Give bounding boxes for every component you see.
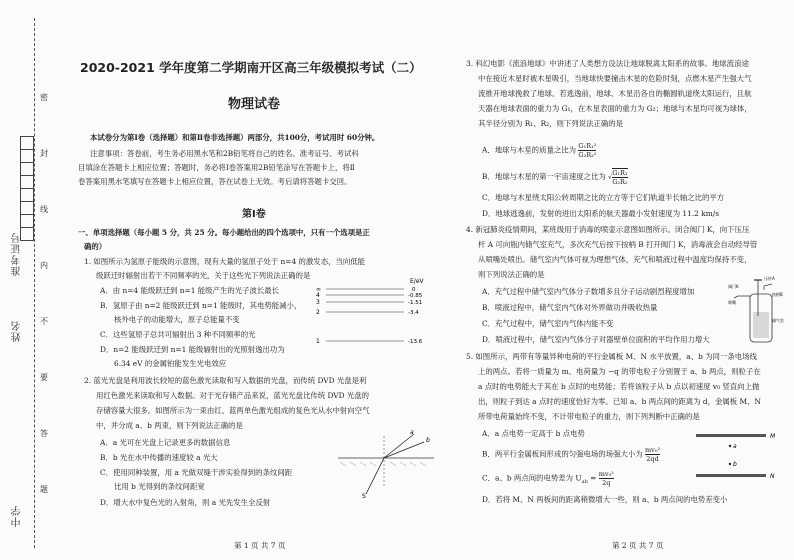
q5-stem-5: 所带电荷量始终不变，不计带电粒子的重力，则下列判断中正确的是 [478, 412, 700, 421]
q5-option-d: D．若将 M、N 两板间的距离稍微增大一些，则 a、b 两点间的电势差变小 [482, 495, 728, 504]
page-number-right: 第 2 页 共 7 页 [612, 541, 664, 550]
q1-option-c: C．这些氢原子总共可辐射出 3 种不同频率的光 [100, 330, 256, 339]
q2-option-b: B．b 光在水中传播的速度较 a 光大 [100, 453, 218, 462]
exam-intro: 本试卷分为第Ⅰ卷（选择题）和第Ⅱ卷非选择题）两部分，共100分，考试用时 60分钟。 [90, 133, 380, 142]
q5-stem-3: a 点时的电势能大于其在 b 点时的电势能；若将该粒子从 b 点以初速度 v₀ 竖直向上抛 [478, 382, 760, 391]
plate-m-label: M [770, 433, 776, 440]
q3-stem-3: 流推开地球挽救了地球。若逃逸前，地球、木星沿各自的椭圆轨道绕太阳运行，且航 [478, 89, 752, 98]
q3-stem-2: 中在接近木星时被木星吸引，当地球快要撞击木星的危险时刻，点燃木星产生强大气 [478, 74, 752, 83]
point-a-label: a [733, 443, 737, 450]
parallel-plates-figure [692, 428, 778, 484]
q4-option-d: D．喷液过程中，储气室内气体分子对器壁单位面积的平均作用力增大 [482, 335, 710, 344]
notes-line-3: 卷答案用黑水笔填写在答题卡上相应位置，答在试卷上无效。考后请将答题卡交回。 [78, 177, 352, 186]
svg-text:3: 3 [316, 299, 320, 306]
q3-option-c: C．地球与木星绕太阳公转周期之比的立方等于它们轨道半长轴之比的平方 [482, 193, 725, 202]
page-number-left: 第 1 页 共 7 页 [234, 541, 286, 550]
q4-option-a: A．充气过程中储气室内气体分子数增多且分子运动剧烈程度增加 [482, 287, 695, 296]
exam-id-boxes [20, 136, 34, 240]
energy-level-4 [316, 292, 423, 299]
q3-option-d: D．地球逃逸前，发射的进出太阳系的航天器最小发射速度为 11.2 km/s [482, 209, 720, 218]
exam-title: 2020-2021 学年度第二学期南开区高三年级模拟考试（二） [80, 60, 422, 75]
q2-stem-2: 用红色激光来读取和写入数据。对于光存储产品来说，蓝光光盘比传统 DVD 光盘的 [96, 391, 370, 400]
q1-stem-2: 级跃迁时辐射出若干不同频率的光，关于这些光下列说法正确的是 [96, 271, 311, 280]
q4-stem-1: 4. 新冠肺炎疫情期间，某班级用于消毒的喷壶示意图如图所示。闭合阀门 K，向下压压 [466, 225, 750, 234]
q2-stem-3: 存储容量大很多。如图所示为一束由红、蓝两单色激光组成的复色光从水中射向空气 [96, 406, 370, 415]
svg-text:-3.4: -3.4 [408, 310, 419, 316]
svg-text:∞: ∞ [316, 286, 321, 293]
svg-text:0: 0 [412, 287, 416, 293]
binding-strip [0, 0, 60, 560]
svg-text:1: 1 [316, 338, 320, 345]
ray-b-label: b [426, 437, 430, 444]
energy-level-inf [316, 286, 416, 293]
point-b-label: b [733, 461, 737, 468]
notes-line-1: 注意事项：答卷前，考生务必用黑水笔和2B铅笔将自己的姓名、准考证号、考试科 [90, 149, 359, 158]
q3-stem-5: 其半径分别为 R₁、R₂，则下列说法正确的是 [478, 119, 624, 128]
seal-dashed-line [34, 18, 35, 548]
notes-line-2: 目填涂在答题卡上相应位置；答题时，务必将Ⅰ卷答案用2B铅笔涂写在答题卡上，将Ⅱ [78, 163, 355, 172]
q3-option-a: A．地球与木星的质量之比为 $\frac{\text{G₁R₁²}}{\text{G₂R₂²}}$ [482, 142, 597, 159]
q2-option-c-1: C．使用同种装置，用 a 光做双缝干涉实验得到的条纹间距 [100, 468, 293, 477]
q1-option-b-1: B．氢原子由 n=2 能级跃迁到 n=1 能级时，其电势能减小， [100, 301, 302, 310]
source-label: S [362, 493, 366, 500]
subject-title: 物理试卷 [228, 97, 281, 112]
q3-b-sqrt: √ $\frac{\text{G₁R₁}}{\text{G₂R₂}}$ [608, 169, 628, 186]
q2-stem-1: 2. 蓝光光盘是利用波长较短的蓝色激光读取和写入数据的光盘，而传统 DVD 光盘是利 [84, 376, 367, 385]
q1-option-b-2: 核外电子的动能增大，原子总能量不变 [114, 315, 240, 324]
plate-n-label: N [770, 473, 775, 480]
q1-stem-1: 1. 如图所示为氢原子能级的示意图，现有大量的氢原子处于 n=4 的激发态，当向低能 [84, 257, 366, 266]
q1-option-d-1: D．n=2 能级跃迁到 n=1 能级辐射出的光照射逸出功为 [100, 345, 285, 354]
q5-c-fraction: $\frac{\text{mv₀²}}{2q}$ [598, 470, 614, 487]
q5-option-b: B．两平行金属板间形成的匀强电场的场强大小为 $\frac{\text{mv₀²}}{2qd}$ [482, 446, 661, 463]
q2-stem-4: 中，并分成 a、b 两束，则下列说法正确的是 [96, 421, 243, 430]
q5-stem-2: 上的两点。若将一质量为 m、电荷量为 −q 的带电粒子分别置于 a、b 两点，则粒子在 [478, 367, 761, 376]
svg-text:按柄B: 按柄B [772, 292, 783, 297]
q2-option-d: D．增大水中复色光的入射角，则 a 光先发生全反射 [100, 498, 271, 507]
q5-option-a: A．a 点电势一定高于 b 点电势 [482, 429, 585, 438]
energy-level-2 [316, 309, 419, 316]
svg-text:-13.6: -13.6 [408, 339, 423, 345]
q4-stem-2: 杆 A 可向瓶内储气室充气，多次充气后按下按柄 B 打开阀门 K，消毒液会自动经导管 [478, 240, 758, 249]
svg-text:喷嘴: 喷嘴 [728, 300, 736, 305]
energy-axis-label: E/eV [410, 278, 424, 285]
q4-option-c: C．充气过程中，储气室内气体内能不变 [482, 319, 614, 328]
school-label: 中学 [12, 505, 23, 527]
q1-option-d-2: 6.34 eV 的金属铂能发生光电效应 [114, 359, 227, 368]
q3-stem-4: 天器在地球表面的重力为 G₁，在木星表面的重力为 G₂；地球与木星均可视为球体， [478, 104, 752, 113]
q5-option-c: C．a、b 两点间的电势差为 $U_{ab}$ = $\frac{\text{mv₀²}}{2q}$ [482, 470, 614, 487]
section-heading-1: 一、单项选择题（每小题 5 分，共 25 分。每小题给出的四个选项中，只有一个选项是正 [78, 228, 370, 237]
q4-option-b: B．喷液过程中，储气室内气体对外界做功并吸收热量 [482, 303, 658, 312]
svg-text:-0.85: -0.85 [408, 293, 423, 299]
svg-text:-1.51: -1.51 [408, 300, 423, 306]
spray-bottle-figure [728, 276, 782, 346]
q3-a-fraction: $\frac{\text{G₁R₁²}}{\text{G₂R₂²}}$ [578, 142, 597, 159]
energy-level-3 [316, 299, 422, 306]
q2-option-c-2: 比用 b 光得到的条纹间距宽 [114, 482, 205, 491]
energy-level-1 [316, 338, 423, 345]
svg-text:4: 4 [316, 292, 320, 299]
q5-stem-4: 出，则粒子到达 a 点时的速度恰好为零。已知 a、b 两点间的距离为 d，金属板 M、N [478, 397, 761, 406]
section-title: 第Ⅰ卷 [242, 209, 266, 220]
q2-option-a: A．a 光可在光盘上记录更多的数据信息 [100, 438, 231, 447]
name-label: 姓名 [12, 320, 23, 342]
svg-text:阀门K: 阀门K [728, 284, 739, 289]
seal-notice: 密 封 线 内 不 要 答 题 [40, 93, 48, 494]
q5-b-fraction: $\frac{\text{mv₀²}}{2qd}$ [645, 446, 661, 463]
q3-stem-1: 3. 科幻电影《流浪地球》中讲述了人类想方设法让地球脱离太阳系的故事。地球流浪途 [466, 59, 749, 68]
section-heading-2: 确的） [84, 242, 107, 251]
exam-id-label: 准考证号 [12, 232, 23, 276]
refraction-figure [334, 428, 438, 500]
svg-text:储气室: 储气室 [772, 318, 784, 323]
q1-option-a: A．由 n=4 能级跃迁到 n=1 能级产生的光子波长最长 [100, 286, 280, 295]
ray-a-label: a [410, 429, 414, 436]
q5-stem-1: 5. 如图所示，两带有等量异种电荷的平行金属板 M、N 水平放置，a、b 为同一条电场线 [466, 352, 757, 361]
q4-stem-4: 则下列说法正确的是 [478, 270, 545, 279]
svg-text:2: 2 [316, 309, 320, 316]
energy-level-diagram [314, 276, 434, 348]
svg-text:压杆A: 压杆A [764, 276, 775, 281]
q4-stem-3: 从喷嘴处喷出。储气室内气体可视为理想气体，充气和喷液过程中温度均保持不变， [478, 255, 752, 264]
q3-option-b: B．地球与木星的第一宇宙速度之比为 √ $\frac{\text{G₁R₁}}{\text{G₂R₂}}$ [482, 169, 628, 186]
